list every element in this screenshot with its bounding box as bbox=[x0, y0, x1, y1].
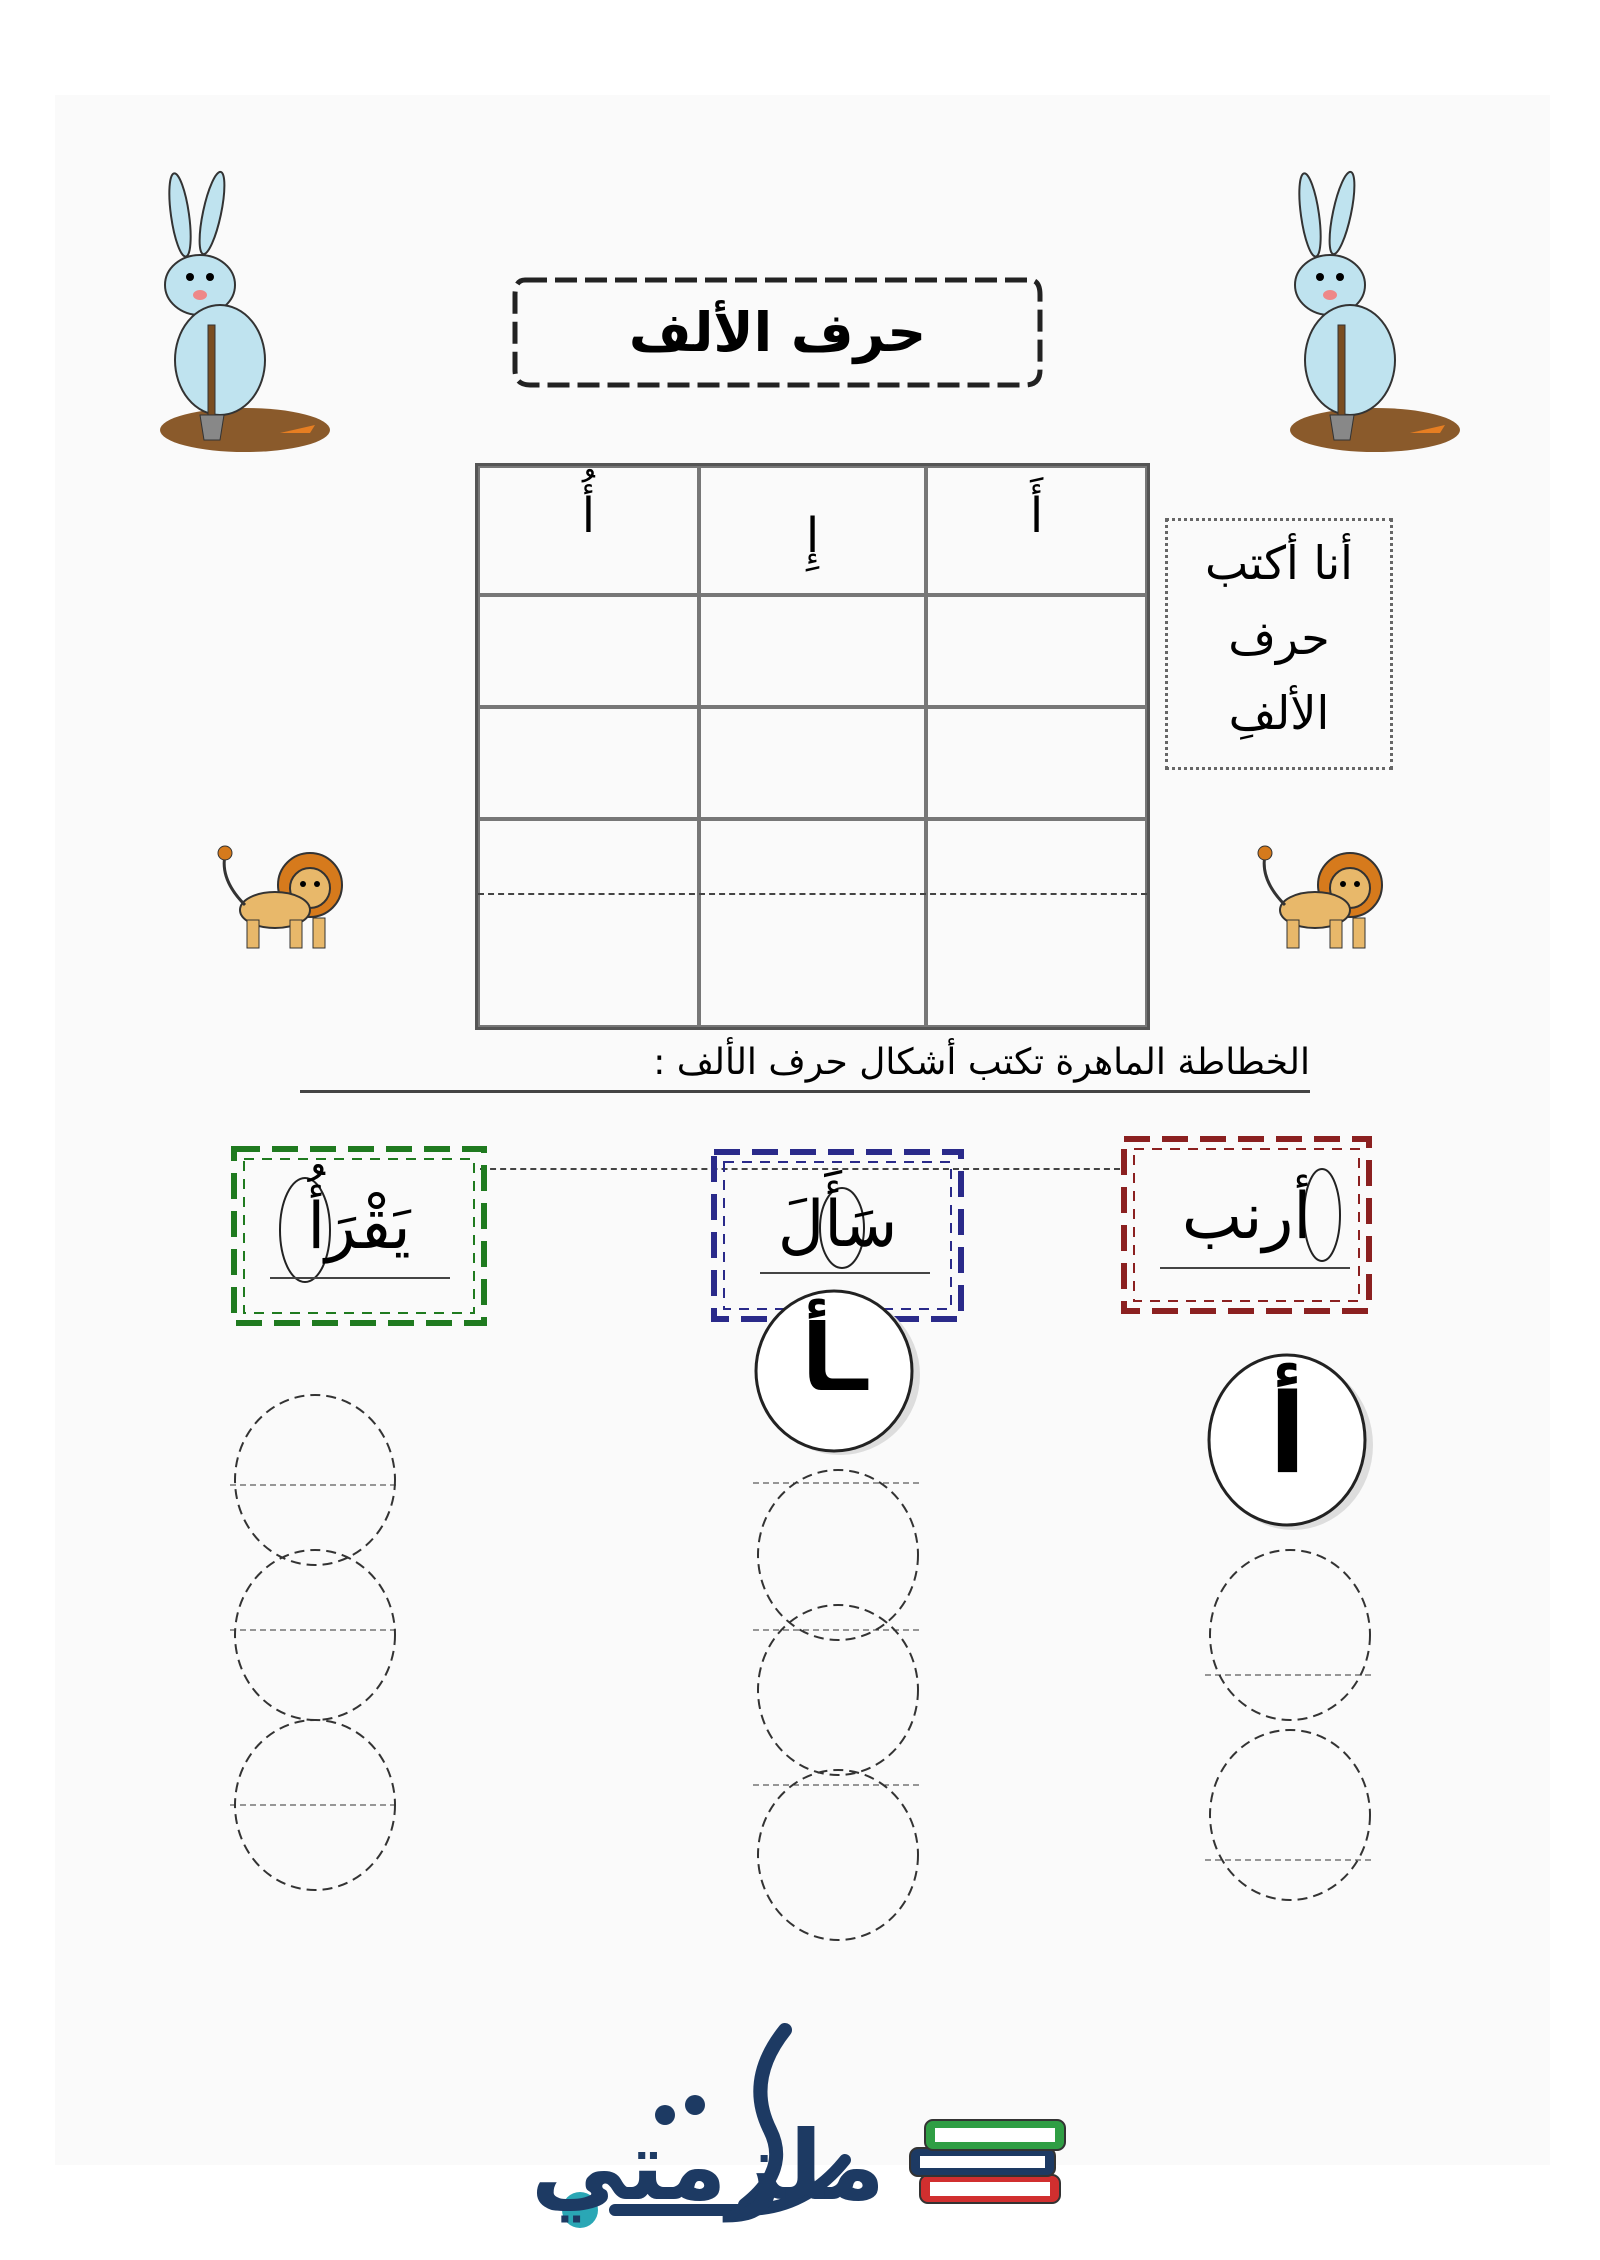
logo-text: ملزمتي bbox=[530, 2110, 885, 2222]
tracing-circle[interactable] bbox=[748, 1600, 928, 1780]
table-cell[interactable] bbox=[926, 707, 1147, 819]
table-cell[interactable] bbox=[699, 819, 926, 1027]
tracing-circle[interactable] bbox=[225, 1545, 405, 1725]
letter-table bbox=[475, 463, 1150, 1030]
title-frame bbox=[505, 270, 1050, 395]
word-baseline bbox=[760, 1272, 930, 1274]
tracing-circle[interactable] bbox=[225, 1715, 405, 1895]
lion-icon bbox=[1245, 840, 1395, 955]
table-cell[interactable] bbox=[478, 707, 699, 819]
table-cell[interactable] bbox=[478, 595, 699, 707]
tracing-circle[interactable] bbox=[1200, 1545, 1380, 1725]
model-letter-initial: أ bbox=[1268, 1370, 1307, 1498]
word-box-yaqraa bbox=[230, 1145, 488, 1327]
tracing-circle[interactable] bbox=[225, 1390, 405, 1570]
table-cell[interactable] bbox=[699, 595, 926, 707]
table-cell[interactable] bbox=[478, 819, 699, 1027]
note-line-2: حرف bbox=[1228, 611, 1330, 665]
table-cell bbox=[699, 466, 926, 595]
word-box-arnab bbox=[1120, 1135, 1373, 1315]
letter-kasra: إِ bbox=[805, 508, 820, 564]
word-baseline bbox=[1160, 1267, 1350, 1269]
note-box bbox=[1165, 518, 1393, 770]
word-baseline bbox=[270, 1277, 450, 1279]
table-cell[interactable] bbox=[926, 595, 1147, 707]
word-yaqraa: يَقْرَأُ bbox=[307, 1190, 411, 1264]
lion-icon bbox=[205, 840, 355, 955]
rabbit-icon bbox=[150, 165, 335, 465]
instruction-underline bbox=[300, 1090, 1310, 1093]
word-saala: سَأَلَ bbox=[777, 1188, 898, 1262]
rabbit-icon bbox=[1280, 165, 1465, 465]
tracing-circle[interactable] bbox=[1200, 1725, 1380, 1905]
table-cell[interactable] bbox=[926, 819, 1147, 1027]
table-cell[interactable] bbox=[699, 707, 926, 819]
word-arnab: أرنب bbox=[1181, 1180, 1312, 1254]
letter-damma: أُ bbox=[581, 488, 596, 544]
tracing-circle[interactable] bbox=[748, 1765, 928, 1945]
table-guide-line bbox=[478, 893, 1147, 895]
worksheet-title: حرف الألف bbox=[628, 301, 927, 364]
model-letter-medial: ـأ bbox=[801, 1305, 868, 1412]
table-cell bbox=[926, 466, 1147, 595]
note-line-1: أنا أكتب bbox=[1205, 536, 1353, 590]
books-icon bbox=[905, 2100, 1075, 2220]
site-logo bbox=[530, 2020, 1085, 2235]
table-cell bbox=[478, 466, 699, 595]
instruction-text: الخطاطة الماهرة تكتب أشكال حرف الألف : bbox=[653, 1042, 1310, 1083]
letter-fatha: أَ bbox=[1029, 488, 1044, 544]
note-line-3: الألفِ bbox=[1228, 686, 1330, 740]
